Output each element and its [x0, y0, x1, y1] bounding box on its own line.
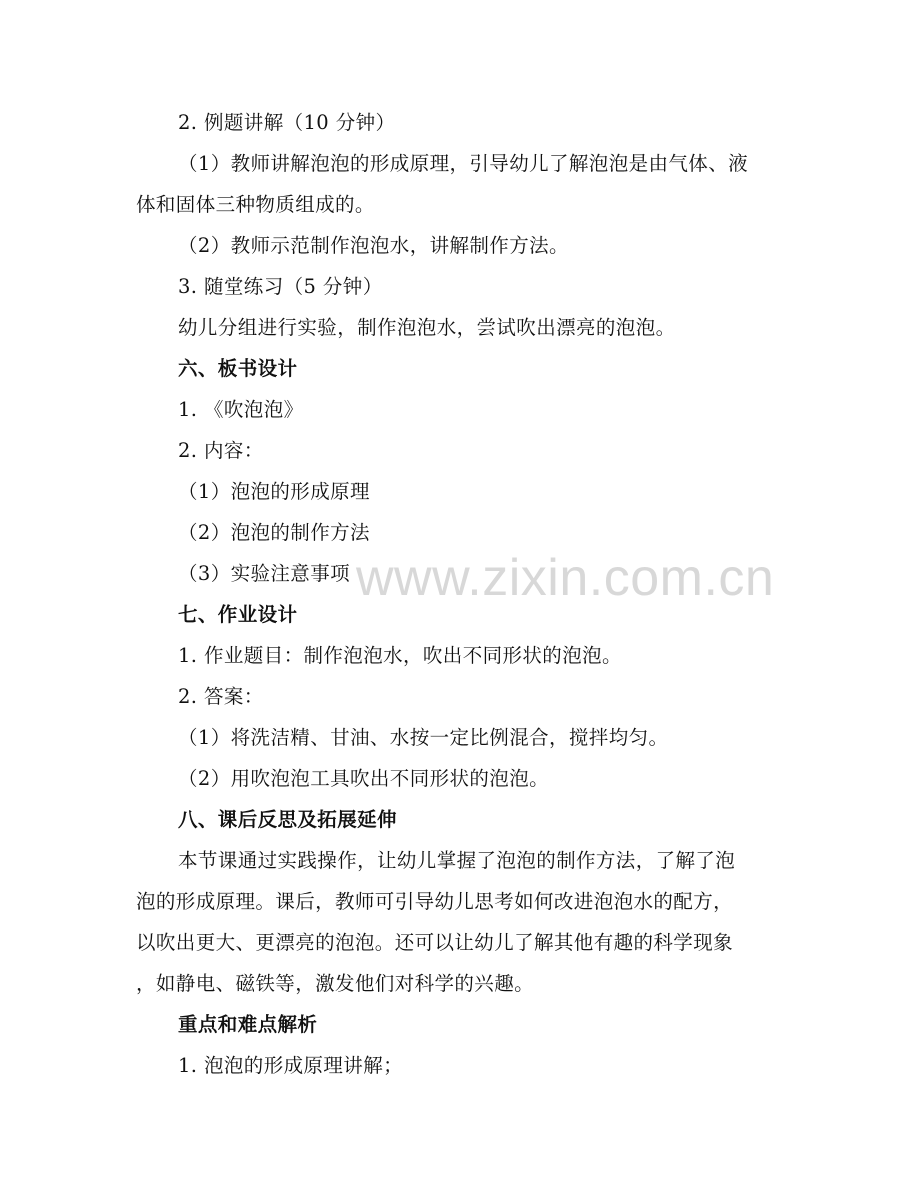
- list-item: 2. 内容：: [178, 439, 264, 462]
- section-heading-board-design: 六、板书设计: [178, 357, 298, 380]
- paragraph-line: 体和固体三种物质组成的。: [136, 193, 375, 216]
- paragraph-line: 以吹出更大、更漂亮的泡泡。还可以让幼儿了解其他有趣的科学现象: [136, 931, 734, 954]
- list-item: （3）实验注意事项: [178, 562, 351, 585]
- list-item: 1. 作业题目：制作泡泡水，吹出不同形状的泡泡。: [178, 644, 622, 667]
- paragraph-line: 本节课通过实践操作，让幼儿掌握了泡泡的制作方法，了解了泡: [178, 849, 736, 872]
- list-item: （1）泡泡的形成原理: [178, 480, 370, 503]
- list-item: （2）泡泡的制作方法: [178, 521, 370, 544]
- paragraph-line: ，如静电、磁铁等，激发他们对科学的兴趣。: [136, 972, 535, 995]
- list-item: 1. 泡泡的形成原理讲解；: [178, 1054, 404, 1077]
- watermark: www.zixin.com.cn: [356, 549, 775, 607]
- section-heading-reflection: 八、课后反思及拓展延伸: [178, 808, 397, 831]
- list-item: 2. 答案：: [178, 685, 264, 708]
- section-heading-homework-design: 七、作业设计: [178, 603, 298, 626]
- paragraph-line: 幼儿分组进行实验，制作泡泡水，尝试吹出漂亮的泡泡。: [178, 316, 676, 339]
- list-item: 1. 《吹泡泡》: [178, 398, 304, 421]
- list-item: （1）将洗洁精、甘油、水按一定比例混合，搅拌均匀。: [178, 726, 669, 749]
- section-item-practice: 3. 随堂练习（5 分钟）: [178, 275, 383, 298]
- section-item-example-explanation: 2. 例题讲解（10 分钟）: [178, 111, 396, 134]
- list-item: （2）用吹泡泡工具吹出不同形状的泡泡。: [178, 767, 550, 790]
- paragraph-line: （1）教师讲解泡泡的形成原理，引导幼儿了解泡泡是由气体、液: [178, 152, 749, 175]
- section-heading-key-points: 重点和难点解析: [178, 1013, 318, 1036]
- paragraph-line: （2）教师示范制作泡泡水，讲解制作方法。: [178, 234, 569, 257]
- paragraph-line: 泡的形成原理。课后，教师可引导幼儿思考如何改进泡泡水的配方，: [136, 890, 734, 913]
